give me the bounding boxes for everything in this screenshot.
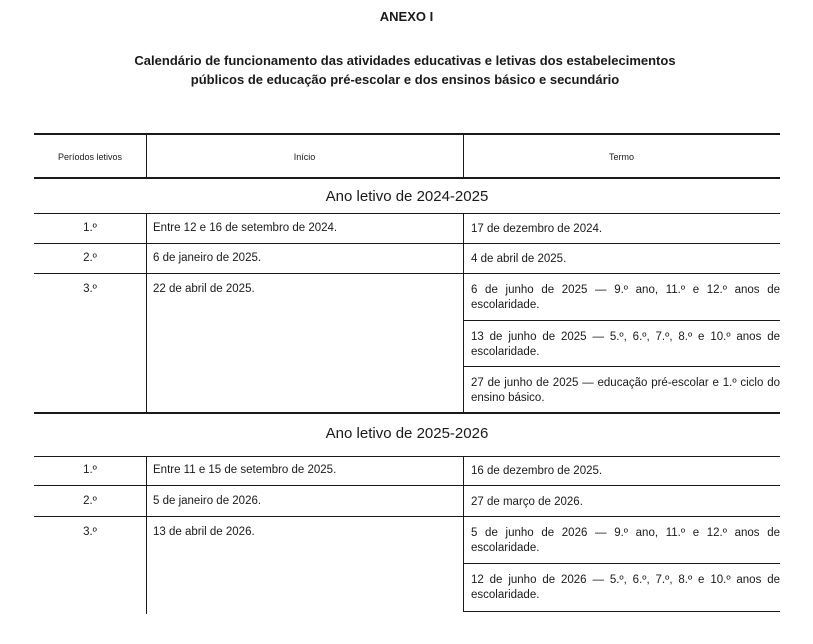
sub-row-separator [463,320,780,321]
period-end: 17 de dezembro de 2024. [471,223,603,235]
document-heading [60,51,750,89]
column-divider [463,213,464,413]
period-number: 3.º [83,283,97,295]
period-start: 5 de janeiro de 2026. [153,495,262,507]
header-divider [146,135,147,177]
header-divider [463,135,464,177]
header-bottom-rule [34,177,780,179]
column-header-periodos: Períodos letivos [57,152,123,162]
period-end: 27 de junho de 2025 — educação pré-escolar e 1.º ciclo do ensino básico. [471,377,780,404]
sub-row-separator [463,563,780,564]
school-year-heading: Ano letivo de 2024-2025 [325,188,489,205]
sub-row-separator [463,611,780,612]
period-end: 6 de junho de 2025 — 9.º ano, 11.º e 12.º anos de escolaridade. [471,284,780,311]
period-end: 13 de junho de 2025 — 5.º, 6.º, 7.º, 8.º e 10.º anos de escolaridade. [471,331,780,358]
period-end: 5 de junho de 2026 — 9.º ano, 11.º e 12.º anos de escolaridade. [471,527,780,554]
period-number: 1.º [83,464,97,476]
column-header-inicio: Início [293,152,316,162]
period-start: Entre 11 e 15 de setembro de 2025. [153,464,337,476]
period-end: 16 de dezembro de 2025. [471,465,603,477]
period-number: 1.º [83,222,97,234]
heading-line-1: Calendário de funcionamento das atividades educativas e letivas dos estabelecimentos [134,53,676,68]
period-end: 4 de abril de 2025. [471,253,567,265]
period-number: 3.º [83,526,97,538]
sub-row-separator [463,366,780,367]
period-start: 6 de janeiro de 2025. [153,252,262,264]
section-rule [34,412,780,414]
column-divider [146,456,147,614]
school-year-heading: Ano letivo de 2025-2026 [325,425,489,442]
heading-line-2: públicos de educação pré-escolar e dos ensinos básico e secundário [190,72,620,87]
column-divider [463,456,464,612]
period-end: 12 de junho de 2026 — 5.º, 6.º, 7.º, 8.º e 10.º anos de escolaridade. [471,574,780,601]
period-number: 2.º [83,495,97,507]
period-start: 22 de abril de 2025. [153,283,255,295]
period-number: 2.º [83,252,97,264]
column-header-termo: Termo [608,152,634,162]
annex-title: ANEXO I [379,9,434,24]
column-divider [146,213,147,413]
period-start: 13 de abril de 2026. [153,526,255,538]
period-start: Entre 12 e 16 de setembro de 2024. [153,222,338,234]
period-end: 27 de março de 2026. [471,496,583,508]
